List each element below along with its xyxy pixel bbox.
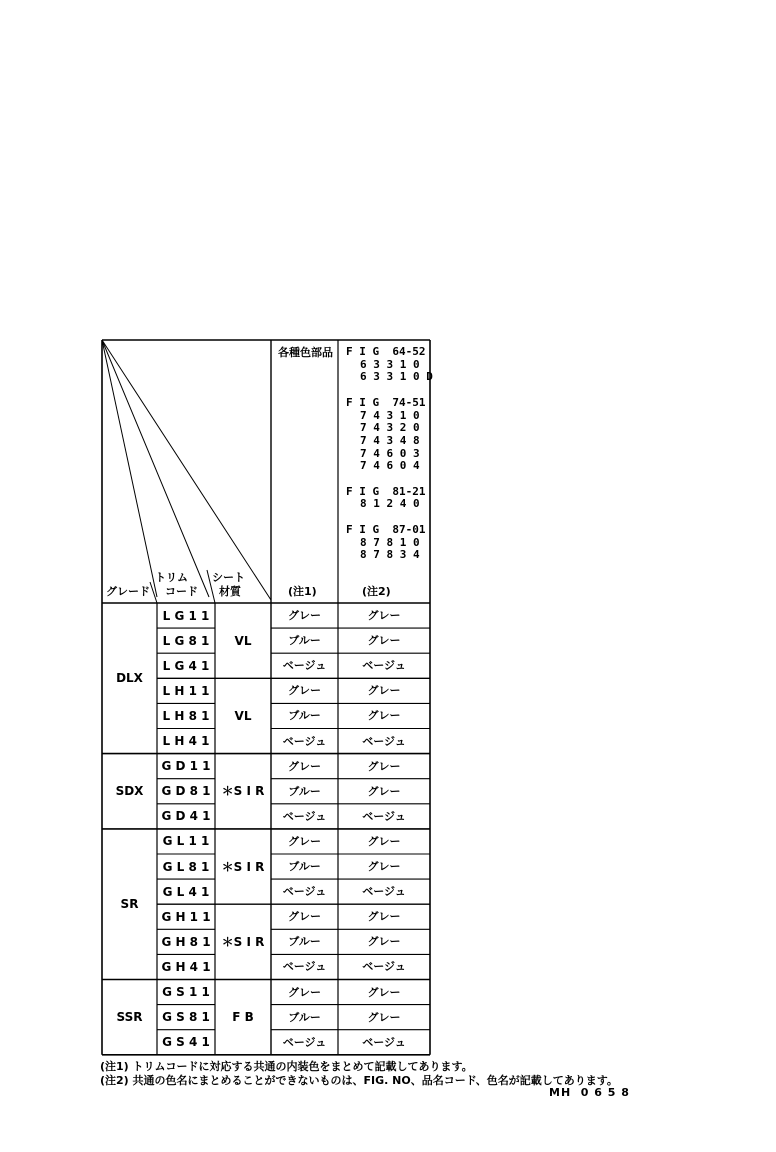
part-code: 6 3 3 1 0 [360,357,420,371]
part-code: 8 7 8 3 4 [360,548,420,562]
trim-code: G S 8 1 [162,1010,210,1025]
fig-label: F I G 74-51 [346,395,426,409]
part-code: 6 3 3 1 0 D [360,370,433,384]
header-diagonal [102,340,157,597]
header-grade: グレード [106,585,150,598]
trim-code: G L 8 1 [162,859,210,874]
part-color: グレー [367,860,401,874]
header-col2-note: (注2) [362,585,391,598]
fig-parts-list [346,346,433,575]
common-color: グレー [288,910,321,924]
part-color: ベージュ [362,809,406,823]
part-color: グレー [367,784,401,798]
trim-code: L G 1 1 [162,608,210,623]
part-code: 7 4 3 2 0 [360,421,420,435]
header-seat-line2: 材質 [219,585,241,598]
part-color: グレー [367,935,401,949]
part-code: 8 7 8 1 0 [360,535,420,549]
fig-label: F I G 81-21 [346,484,426,498]
trim-code: L H 1 1 [162,683,210,698]
part-code: 7 4 6 0 4 [360,459,420,473]
trim-code: L G 8 1 [162,633,210,648]
header-col1-title: 各種色部品 [278,346,333,359]
common-color: ブルー [288,784,321,798]
part-color: グレー [367,609,401,623]
common-color: ブルー [288,935,321,949]
common-color: ベージュ [282,960,327,974]
part-color: グレー [367,985,401,999]
trim-code: G H 8 1 [161,934,211,949]
header-diagonal [102,340,271,600]
common-color: グレー [288,985,321,999]
trim-code: L G 4 1 [162,658,210,673]
trim-code: G D 4 1 [161,809,211,824]
common-color: ベージュ [282,734,327,748]
part-color: グレー [367,684,401,698]
trim-code: G L 4 1 [162,884,210,899]
fig-group [346,346,433,384]
common-color: グレー [288,609,321,623]
common-color: グレー [288,684,321,698]
header-trim-line1: トリム [155,571,188,584]
grade-label: SR [120,897,139,912]
common-color: ブルー [288,709,321,723]
part-color: グレー [367,634,401,648]
common-color: グレー [288,759,321,773]
common-color: ブルー [288,860,321,874]
fig-group [346,486,433,511]
part-code: 8 1 2 4 0 [360,497,420,511]
header-col1-note: (注1) [288,585,317,598]
seat-material: ＊S I R [221,859,265,874]
part-color: グレー [367,1010,401,1024]
part-color: ベージュ [362,960,406,974]
seat-material: VL [234,633,252,648]
common-color: ベージュ [282,1035,327,1049]
part-code: 7 4 6 0 3 [360,446,420,460]
common-color: ベージュ [282,809,327,823]
part-color: グレー [367,759,401,773]
common-color: ブルー [288,1010,321,1024]
trim-code: G H 4 1 [161,959,211,974]
trim-code: G L 1 1 [162,834,210,849]
header-seat-line1: シート [212,571,245,584]
seat-material: VL [234,708,252,723]
trim-code: L H 4 1 [162,734,210,749]
trim-code: G S 4 1 [162,1035,210,1050]
seat-material: F B [232,1010,254,1025]
footnote-1: (注1) トリムコードに対応する共通の内装色をまとめて記載してあります。 [100,1060,473,1073]
seat-material: ＊S I R [221,934,265,949]
trim-code: G S 1 1 [162,985,210,1000]
header-trim-line2: コード [165,585,198,598]
common-color: ベージュ [282,885,327,899]
trim-code: G D 1 1 [161,759,211,774]
grade-label: SSR [116,1010,143,1025]
grade-label: SDX [115,784,144,799]
seat-material: ＊S I R [221,784,265,799]
part-color: ベージュ [362,885,406,899]
fig-group [346,397,433,473]
part-color: グレー [367,834,401,848]
part-code: 7 4 3 1 0 [360,408,420,422]
common-color: ベージュ [282,659,327,673]
page-code: MH 0 6 5 8 [549,1086,630,1099]
fig-group [346,524,433,562]
header-diagonal [102,340,209,597]
fig-label: F I G 87-01 [346,522,426,536]
part-color: ベージュ [362,734,406,748]
part-color: ベージュ [362,1035,406,1049]
part-code: 7 4 3 4 8 [360,433,420,447]
trim-code: G D 8 1 [161,784,211,799]
common-color: ブルー [288,634,321,648]
common-color: グレー [288,834,321,848]
part-color: グレー [367,709,401,723]
trim-code: G H 1 1 [161,909,211,924]
fig-label: F I G 64-52 [346,345,426,358]
footnote-2: (注2) 共通の色名にまとめることができないものは、FIG. NO、品名コード、色名が記載してあります。 [100,1074,618,1087]
part-color: グレー [367,910,401,924]
trim-code: L H 8 1 [162,708,210,723]
grade-label: DLX [116,671,143,686]
part-color: ベージュ [362,659,406,673]
